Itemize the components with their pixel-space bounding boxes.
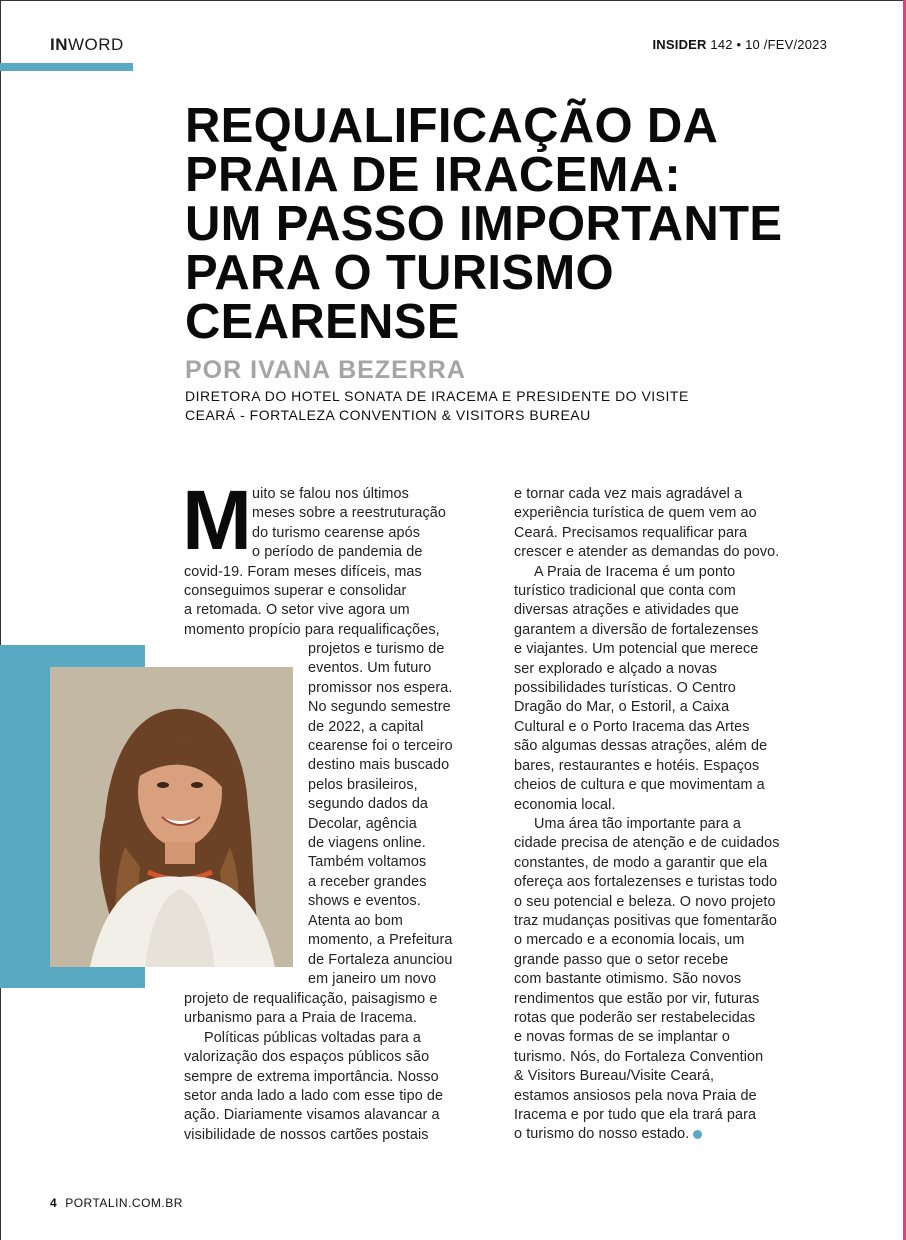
footer-site: PORTALIN.COM.BR <box>65 1196 183 1210</box>
text-line: de Fortaleza anunciou <box>308 951 453 968</box>
text-line: turístico tradicional que conta com <box>514 583 736 600</box>
text-line: & Visitors Bureau/Visite Ceará, <box>514 1068 715 1085</box>
title-line: REQUALIFICAÇÃO DA <box>185 99 719 153</box>
author-photo <box>50 667 293 967</box>
text-line: rotas que poderão ser restabelecidas <box>514 1009 756 1026</box>
text-line: Decolar, agência <box>308 815 417 832</box>
text-line: destino mais buscado <box>308 757 450 774</box>
text-line-last <box>514 1125 799 1144</box>
author-role-line: DIRETORA DO HOTEL SONATA DE IRACEMA E PRESIDENTE DO VISITE <box>185 388 689 404</box>
text-line: projeto de requalificação, paisagismo e <box>184 991 438 1007</box>
page-footer <box>50 1196 183 1210</box>
text-line: promissor nos espera. <box>308 679 453 696</box>
title-line: PARA O TURISMO <box>185 246 614 300</box>
text-line: do turismo cearense após <box>252 524 420 541</box>
text-line: possibilidades turísticas. O Centro <box>514 680 736 697</box>
page-number: 4 <box>50 1196 58 1210</box>
drop-cap: M <box>182 473 253 567</box>
text-line: ser explorado e alçado a novas <box>514 660 718 677</box>
text-line: setor anda lado a lado com esse tipo de <box>184 1088 444 1105</box>
text-line: Dragão do Mar, o Estoril, a Caixa <box>514 699 730 716</box>
text-line: economia local. <box>514 796 616 813</box>
text-line: segundo dados da <box>308 796 429 813</box>
text-line: ação. Diariamente visamos alavancar a <box>184 1107 440 1124</box>
drop-cap-paragraph <box>182 473 464 640</box>
title-line: CEARENSE <box>185 295 460 349</box>
text-line: projetos e turismo de <box>308 641 445 657</box>
text-line: e viajantes. Um potencial que merece <box>514 641 759 658</box>
text-line: de 2022, a capital <box>308 718 424 735</box>
column-1-top <box>182 473 464 640</box>
section-accent-bar <box>0 63 133 71</box>
text-line: a retomada. O setor vive agora um <box>184 602 410 619</box>
text-line: Uma área tão importante para a <box>534 815 741 832</box>
text-line: o mercado e a economia locais, um <box>514 932 745 949</box>
text-line: visibilidade de nossos cartões postais <box>184 1126 429 1143</box>
text-line: eventos. Um futuro <box>308 660 432 677</box>
author-role-line: CEARÁ - FORTALEZA CONVENTION & VISITORS BUREAU <box>185 407 591 423</box>
column-2 <box>514 485 799 1145</box>
text-line: meses sobre a reestruturação <box>252 505 446 522</box>
text-line: Iracema e por tudo que ela trará para <box>514 1107 757 1123</box>
text-line: estamos ansiosos pela nova Praia de <box>514 1087 757 1104</box>
text-line: turismo. Nós, do Fortaleza Convention <box>514 1048 764 1065</box>
text-line: e novas formas de se implantar o <box>514 1029 730 1046</box>
text-line: Atenta ao bom <box>308 912 403 929</box>
text-line: uito se falou nos últimos <box>252 486 409 502</box>
title-line: PRAIA DE IRACEMA: <box>185 148 682 202</box>
text-line: e tornar cada vez mais agradável a <box>514 486 743 502</box>
text-line: conseguimos superar e consolidar <box>184 583 407 600</box>
text-line: covid-19. Foram meses difíceis, mas <box>184 563 422 580</box>
text-line: valorização dos espaços públicos são <box>184 1049 430 1066</box>
text-line: o período de pandemia de <box>252 544 423 561</box>
issue-info: INSIDER 142 • 10 /FEV/2023 <box>652 37 827 52</box>
text-line: sempre de extrema importância. Nosso <box>184 1068 439 1085</box>
column-1-wrap <box>308 640 468 989</box>
portrait-illustration <box>50 667 293 967</box>
text-line: pelos brasileiros, <box>308 776 418 793</box>
text-line: são algumas dessas atrações, além de <box>514 738 768 755</box>
text-line: rendimentos que estão por vir, futuras <box>514 990 760 1007</box>
title-line: UM PASSO IMPORTANTE <box>185 197 783 251</box>
text-line: diversas atrações e atividades que <box>514 602 739 619</box>
end-of-article-dot-icon <box>693 1130 702 1139</box>
text-line: cearense foi o terceiro <box>308 738 453 755</box>
text-line: momento propício para requalificações, <box>184 621 440 638</box>
text-line: experiência turística de quem vem ao <box>514 505 757 522</box>
text-line: com bastante otimismo. São novos <box>514 971 742 988</box>
text-line: ofereça aos fortalezenses e turistas todo <box>514 874 778 891</box>
text-line: bares, restaurantes e hotéis. Espaços <box>514 757 760 774</box>
text-line: cheios de cultura e que movimentam a <box>514 777 765 794</box>
text-line: garantem a diversão de fortalezenses <box>514 621 759 638</box>
text-line: cidade precisa de atenção e de cuidados <box>514 835 780 852</box>
article-title <box>185 99 845 349</box>
text-line: constantes, de modo a garantir que ela <box>514 854 768 871</box>
page-frame-left <box>0 0 1 1240</box>
page-frame-top <box>0 0 906 1</box>
text-line: o seu potencial e beleza. O novo projeto <box>514 893 776 910</box>
text-line: de viagens online. <box>308 835 426 852</box>
section-label: INWORD <box>50 35 124 54</box>
text-line: momento, a Prefeitura <box>308 932 453 949</box>
text-line: traz mudanças positivas que fomentarão <box>514 912 777 929</box>
column-1-bottom <box>184 990 464 1145</box>
text-line: Também voltamos <box>308 854 427 871</box>
text-line: Ceará. Precisamos requalificar para <box>514 524 748 541</box>
author-byline: POR IVANA BEZERRA <box>185 356 466 384</box>
text-line: o turismo do nosso estado. <box>514 1126 690 1143</box>
text-line: crescer e atender as demandas do povo. <box>514 544 780 561</box>
text-line: Políticas públicas voltadas para a <box>204 1029 421 1046</box>
text-line: grande passo que o setor recebe <box>514 951 729 968</box>
author-role <box>185 387 725 425</box>
text-line: urbanismo para a Praia de Iracema. <box>184 1010 417 1027</box>
text-line: em janeiro um novo <box>308 970 437 987</box>
text-line: shows e eventos. <box>308 893 421 910</box>
text-line: No segundo semestre <box>308 699 451 716</box>
text-line: A Praia de Iracema é um ponto <box>534 563 736 580</box>
text-line: a receber grandes <box>308 873 427 890</box>
text-line: Cultural e o Porto Iracema das Artes <box>514 718 750 735</box>
